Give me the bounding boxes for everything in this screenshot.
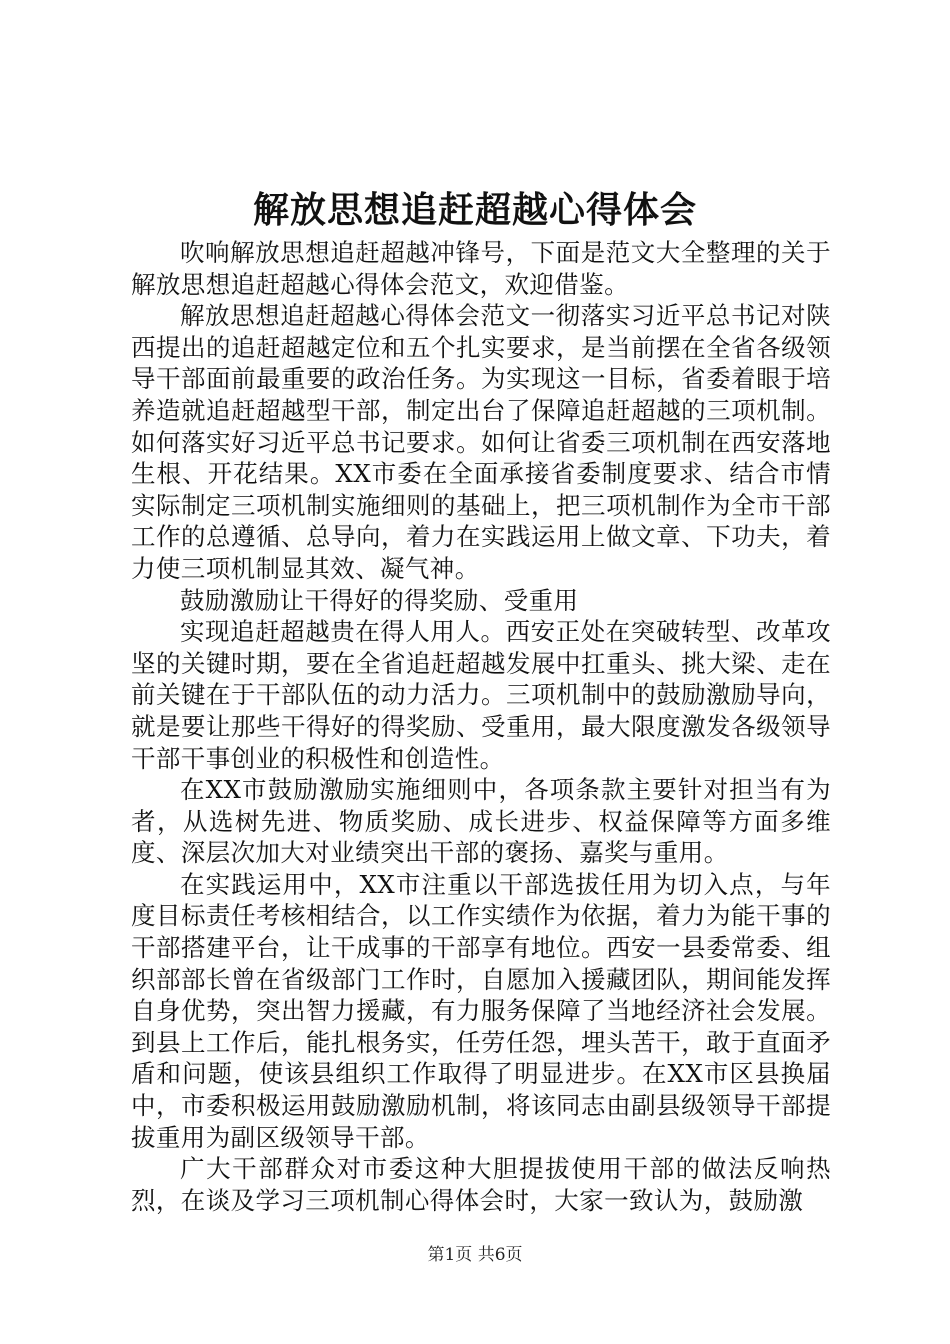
paragraph-5: 广大干部群众对市委这种大胆提拔使用干部的做法反响热烈，在谈及学习三项机制心得体会时，大家一致认为，鼓励激 <box>131 1154 831 1215</box>
section-heading: 鼓励激励让干得好的得奖励、受重用 <box>180 585 579 615</box>
document-body <box>131 237 831 1216</box>
paragraph-4: 在实践运用中，XX市注重以干部选拔任用为切入点，与年度目标责任考核相结合，以工作实绩作为依据，着力为能干事的干部搭建平台，让干成事的干部享有地位。西安一县委常委、组织部部长曾在省级部门工作时，自愿加入援藏团队，期间能发挥自身优势，突出智力援藏，有力服务保障了当地经济社会发展。到县上工作后，能扎根务实，任劳任怨，埋头苦干，敢于直面矛盾和问题，使该县组织工作取得了明显进步。在XX市区县换届中，市委积极运用鼓励激励机制，将该同志由副县级领导干部提拔重用为副区级领导干部。 <box>131 869 831 1152</box>
paragraph-2: 实现追赶超越贵在得人用人。西安正处在突破转型、改革攻坚的关键时期，要在全省追赶超越发展中扛重头、挑大梁、走在前关键在于干部队伍的动力活力。三项机制中的鼓励激励导向，就是要让那些干得好的得奖励、受重用，最大限度激发各级领导干部干事创业的积极性和创造性。 <box>131 617 831 773</box>
paragraph-1: 解放思想追赶超越心得体会范文一彻落实习近平总书记对陕西提出的追赶超越定位和五个扎实要求，是当前摆在全省各级领导干部面前最重要的政治任务。为实现这一目标，省委着眼于培养造就追赶超越型干部，制定出台了保障追赶超越的三项机制。如何落实好习近平总书记要求。如何让省委三项机制在西安落地生根、开花结果。XX市委在全面承接省委制度要求、结合市情实际制定三项机制实施细则的基础上，把三项机制作为全市干部工作的总遵循、总导向，着力在实践运用上做文章、下功夫，着力使三项机制显其效、凝气神。 <box>131 301 831 583</box>
page-footer: 第1页 共6页 <box>427 1245 523 1265</box>
paragraph-3: 在XX市鼓励激励实施细则中，各项条款主要针对担当有为者，从选树先进、物质奖励、成长进步、权益保障等方面多维度、深层次加大对业绩突出干部的褒扬、嘉奖与重用。 <box>131 775 831 868</box>
document-title: 解放思想追赶超越心得体会 <box>252 189 697 231</box>
paragraph-intro: 吹响解放思想追赶超越冲锋号，下面是范文大全整理的关于解放思想追赶超越心得体会范文，欢迎借鉴。 <box>131 238 831 299</box>
